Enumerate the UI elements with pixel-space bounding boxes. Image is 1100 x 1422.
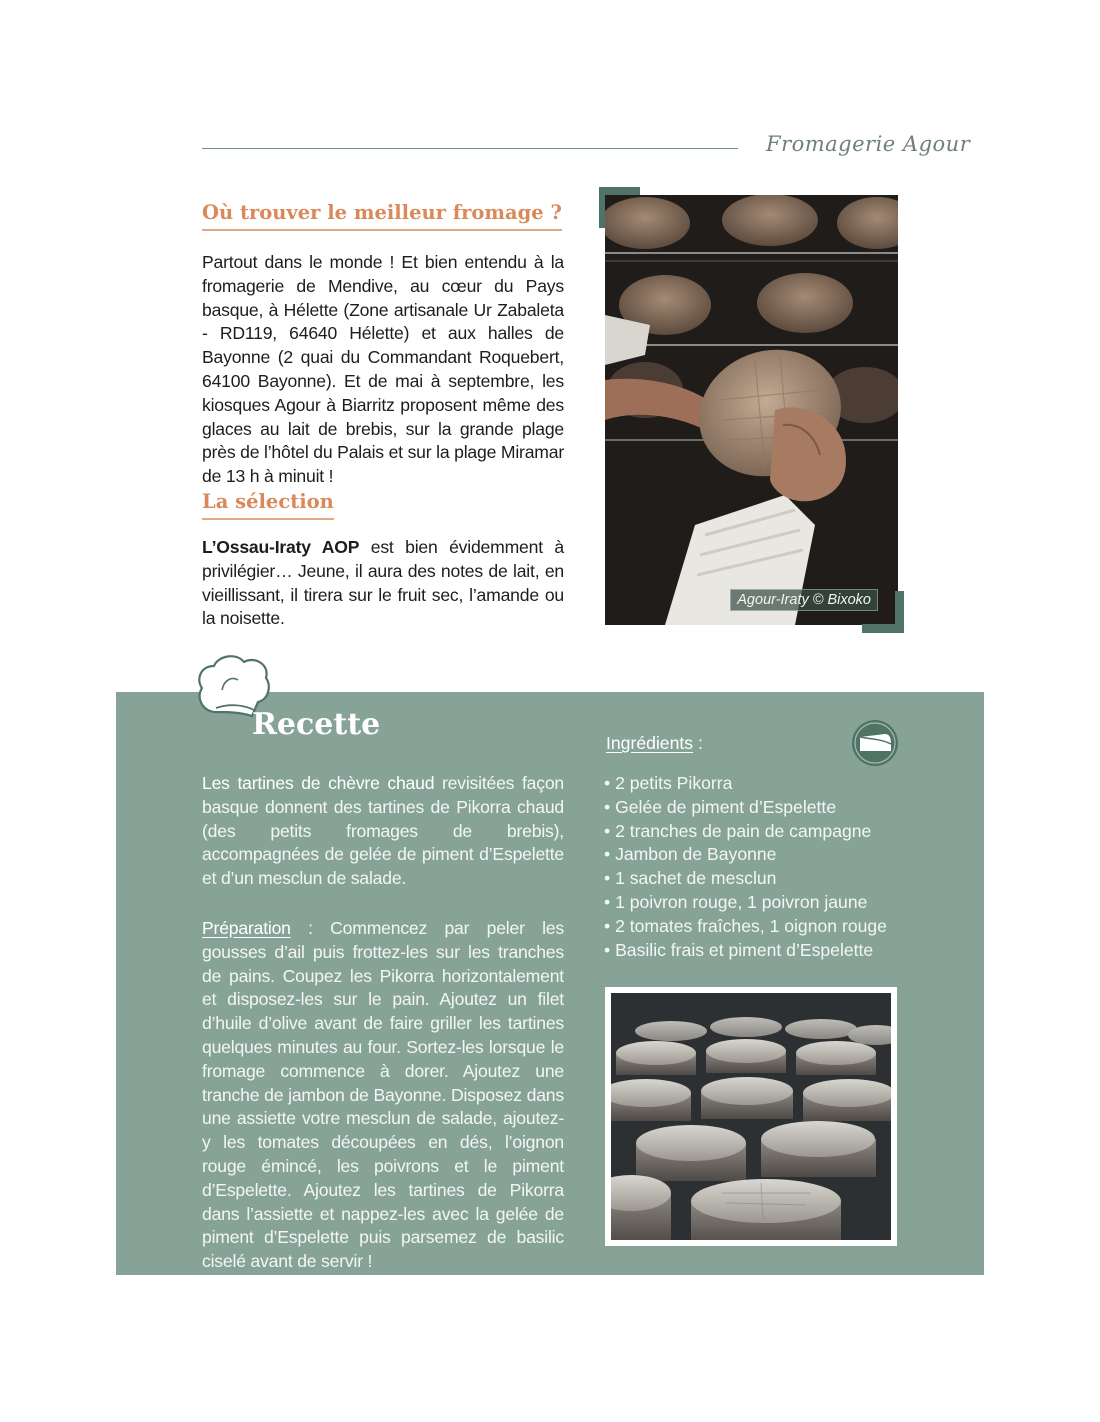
photo-cheese-wheels-illustration bbox=[611, 993, 891, 1240]
ingredients-sep: : bbox=[693, 733, 703, 753]
ingredient-item: • Jambon de Bayonne bbox=[604, 843, 887, 867]
ingredient-item: • Gelée de piment d’Espelette bbox=[604, 796, 887, 820]
ingredients-label: Ingrédients bbox=[606, 733, 694, 753]
where-paragraph: Partout dans le monde ! Et bien entendu à la fromagerie de Mendive, au cœur du Pays basque, à Hélette (Zone artisanale Ur Zabaleta - RD119, 64640 Hélette) et aux halles de Bayonne (2 quai du Commandant Roquebert, 64100 Bayonne). Et de mai à septembre, les kiosques Agour à Biarritz proposent même des glaces au lait de brebis, sur la grande plage près de l’hôtel du Palais et sur la plage Miramar de 13 h à minuit ! bbox=[202, 252, 564, 487]
preparation-label: Préparation bbox=[202, 918, 291, 938]
recipe-intro bbox=[202, 772, 564, 891]
photo-cheese-hands-illustration bbox=[605, 195, 898, 625]
ingredient-item: • 2 petits Pikorra bbox=[604, 772, 887, 796]
recipe-preparation bbox=[202, 917, 564, 1274]
recipe-title: Recette bbox=[252, 707, 381, 742]
selection-text: est bien évidemment à privilégier… Jeune, il aura des notes de lait, en vieillissant, il tirera sur le fruit sec, l’amande ou la noisette. bbox=[202, 537, 564, 629]
preparation-sep: : bbox=[290, 918, 331, 938]
recipe-intro-text: revisitées façon basque donnent des tartines de Pikorra chaud (des petits fromages de brebis), accompagnées de gelée de piment d’Espelette et d’un mesclun de salade. bbox=[202, 773, 565, 889]
photo-cheese-hands bbox=[605, 195, 898, 625]
photo-cheese-wheels bbox=[611, 993, 891, 1240]
ingredients-list bbox=[604, 772, 887, 962]
selection-cheese-name: L’Ossau-Iraty AOP bbox=[202, 537, 360, 557]
selection-paragraph bbox=[202, 536, 564, 631]
brand-name: Fromagerie Agour bbox=[766, 132, 971, 156]
preparation-text: Commencez par peler les gousses d’ail puis frottez-les sur les tranches de pains. Coupez les Pikorra horizontalement et disposez-les sur le pain. Ajoutez un filet d’huile d’olive avant de faire griller les tartines quelques minutes au four. Sortez-les lorsque le fromage commence à dorer. Ajoutez une tranche de jambon de Bayonne. Disposez dans une assiette votre mesclun de salade, ajoutez-y les tomates découpées en dés, l’oignon rouge émincé, les poivrons et le piment d’Espelette. Ajoutez les tartines de Pikorra dans l’assiette et nappez-les avec la gelée de piment d’Espelette puis parsemez de basilic ciselé avant de servir ! bbox=[202, 918, 564, 1272]
ingredient-item: • 2 tomates fraîches, 1 oignon rouge bbox=[604, 915, 887, 939]
recipe-dish-name: Les tartines de chèvre chaud bbox=[202, 773, 435, 793]
section-title-where: Où trouver le meilleur fromage ? bbox=[202, 201, 562, 231]
photo-caption: Agour-Iraty © Bixoko bbox=[730, 589, 878, 611]
ingredients-heading bbox=[606, 733, 703, 754]
photo-frame-corner-bottom bbox=[862, 591, 904, 633]
section-title-selection: La sélection bbox=[202, 490, 334, 520]
ingredient-item: • 1 sachet de mesclun bbox=[604, 867, 887, 891]
ingredient-item: • 1 poivron rouge, 1 poivron jaune bbox=[604, 891, 887, 915]
cheese-icon bbox=[851, 719, 899, 767]
ingredient-item: • Basilic frais et piment d’Espelette bbox=[604, 939, 887, 963]
ingredient-item: • 2 tranches de pain de campagne bbox=[604, 820, 887, 844]
header-rule bbox=[202, 148, 738, 149]
